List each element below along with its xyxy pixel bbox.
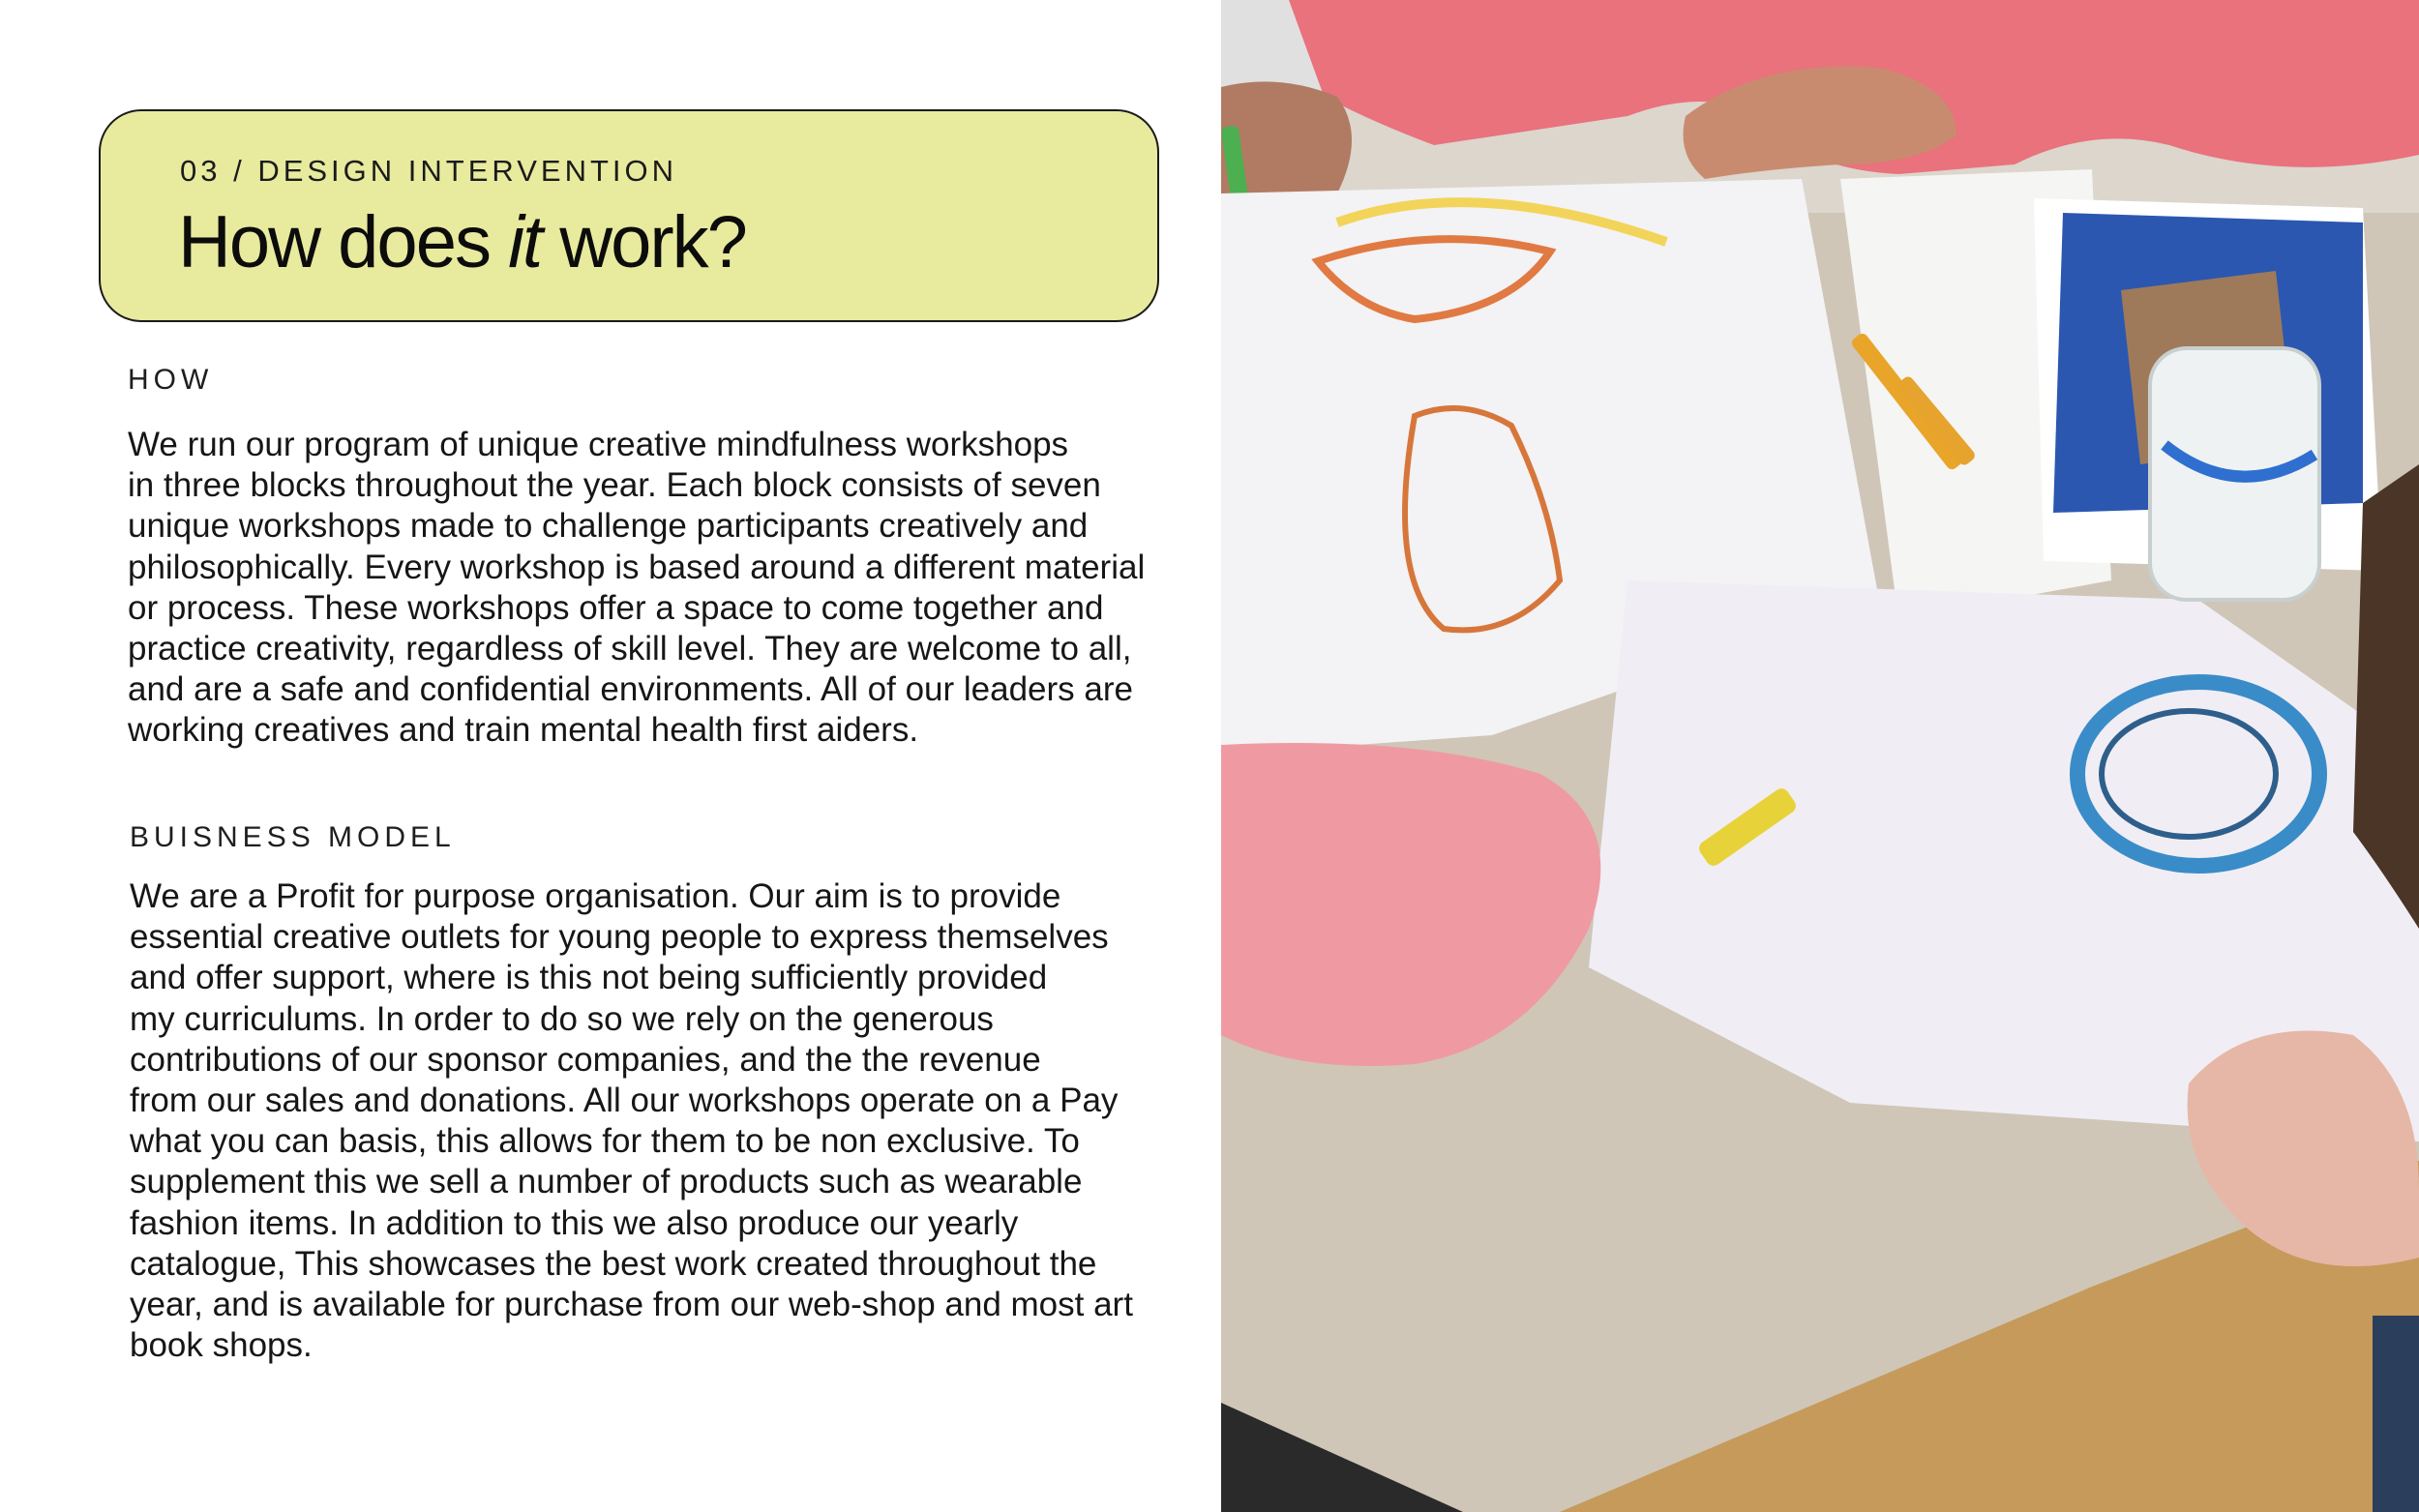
business-line: We are a Profit for purpose organisation. Our aim is to provide [130, 877, 1061, 915]
business-line: and offer support, where is this not being sufficiently provided [130, 959, 1048, 997]
title-part-1: How does [178, 201, 509, 283]
title-card [99, 109, 1159, 322]
page-title [178, 200, 746, 284]
photo-jeans [2373, 1316, 2419, 1512]
how-line: unique workshops made to challenge participants creatively and [128, 507, 1089, 546]
how-heading: HOW [128, 364, 214, 396]
how-line: and are a safe and confidential environments. All of our leaders are [128, 670, 1133, 709]
workshop-photo [1221, 0, 2419, 1512]
business-line: what you can basis, this allows for them to be non exclusive. To [130, 1122, 1080, 1161]
business-line: year, and is available for purchase from our web-shop and most art [130, 1286, 1133, 1324]
business-model-paragraph [130, 876, 1175, 1366]
how-line: philosophically. Every workshop is based around a different material [128, 548, 1146, 586]
business-line: my curriculums. In order to do so we rely on the generous [130, 999, 994, 1038]
section-kicker: 03 / DESIGN INTERVENTION [180, 154, 678, 188]
how-paragraph [128, 425, 1173, 752]
title-emphasis: it [508, 201, 542, 283]
how-line: We run our program of unique creative mindfulness workshops [128, 426, 1069, 463]
how-line: working creatives and train mental health first aiders. [128, 711, 919, 750]
how-line: or process. These workshops offer a space to come together and [128, 588, 1104, 627]
how-line: in three blocks throughout the year. Each block consists of seven [128, 466, 1101, 505]
business-line: fashion items. In addition to this we also produce our yearly [130, 1203, 1019, 1242]
business-line: catalogue, This showcases the best work created throughout the [130, 1244, 1097, 1283]
how-line: practice creativity, regardless of skill level. They are welcome to all, [128, 630, 1132, 668]
business-model-heading: BUISNESS MODEL [130, 821, 456, 853]
business-line: contributions of our sponsor companies, and the the revenue [130, 1040, 1041, 1079]
business-line: from our sales and donations. All our workshops operate on a Pay [130, 1082, 1119, 1120]
business-line: supplement this we sell a number of products such as wearable [130, 1163, 1083, 1201]
business-line: essential creative outlets for young people to express themselves [130, 918, 1109, 957]
title-part-2: work? [541, 201, 746, 283]
business-line: book shops. [130, 1326, 313, 1365]
